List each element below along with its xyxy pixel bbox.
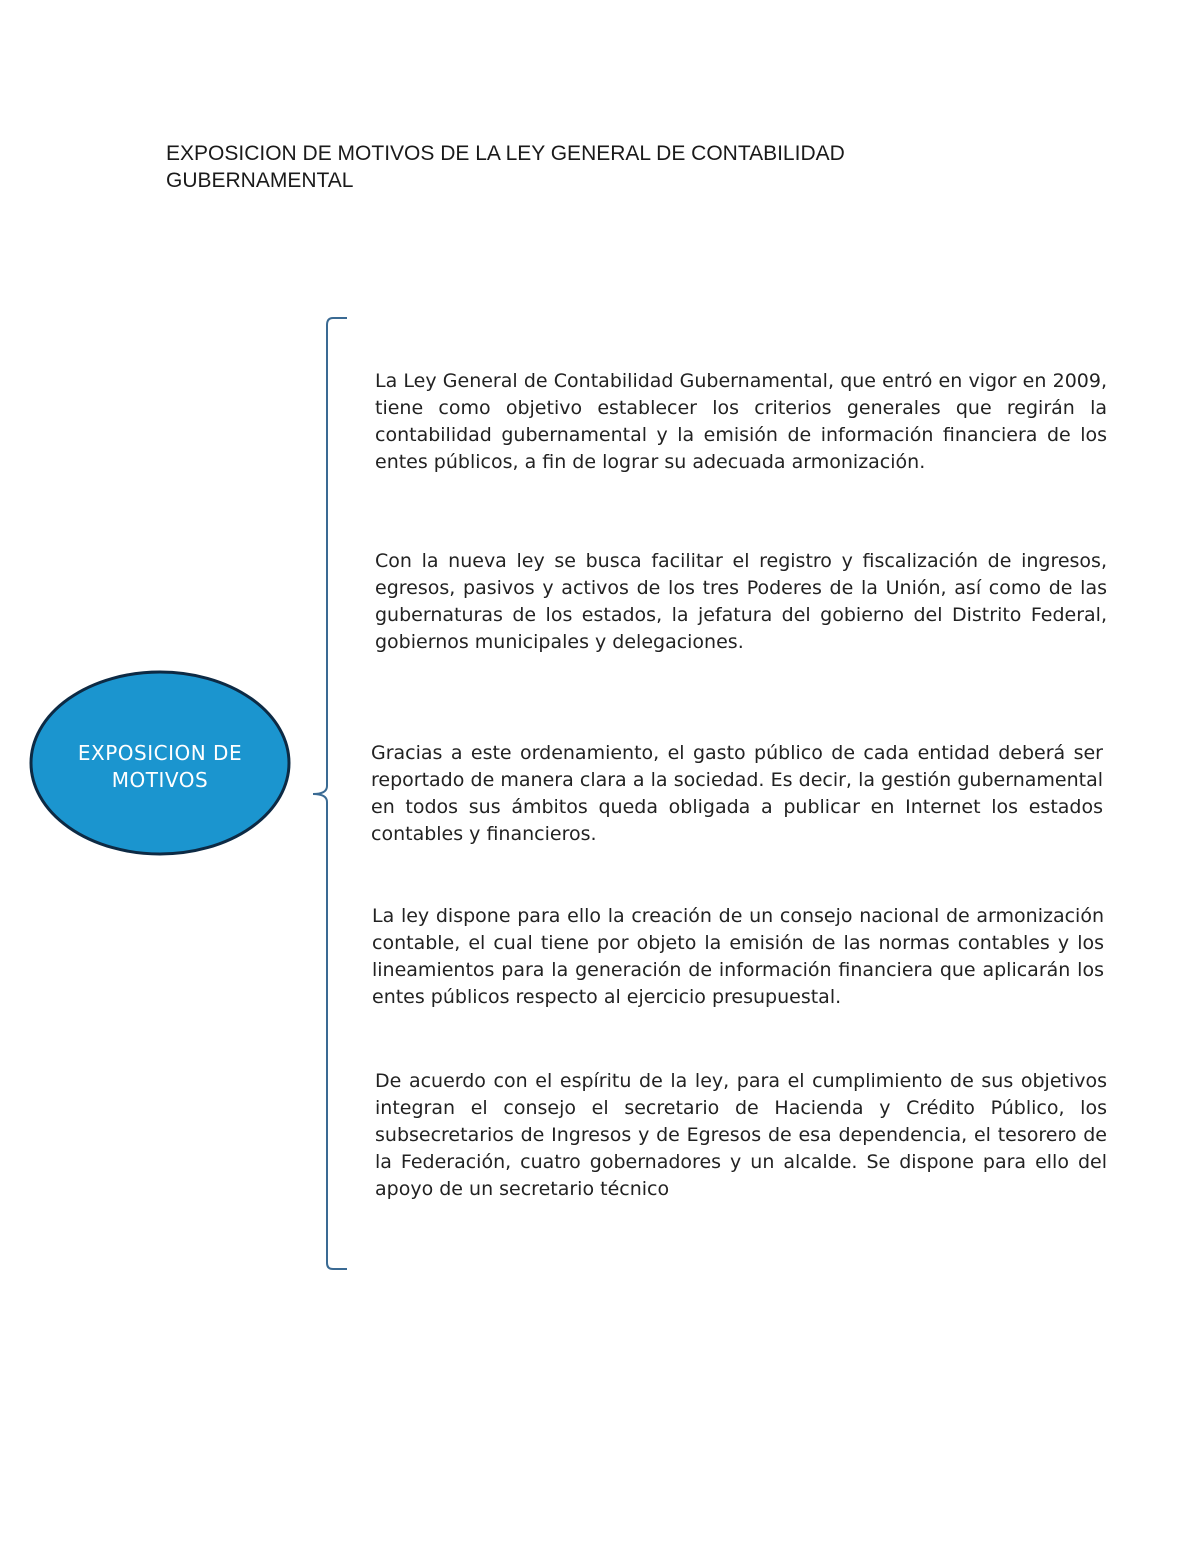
motive-block-fiscalization: Con la nueva ley se busca facilitar el registro y fiscalización de ingresos, egresos, pasivos y activos de los tres Poderes de la Unión, así como de las gubernaturas de los estados, la jefatura del gobierno del Distrito Federal, gobiernos municipales y delegaciones. xyxy=(375,550,1107,653)
central-topic-label: EXPOSICION DE MOTIVOS xyxy=(77,741,243,792)
motive-block-council-members: De acuerdo con el espíritu de la ley, para el cumplimiento de sus objetivos integran el consejo el secretario de Hacienda y Crédito Público, los subsecretarios de Ingresos y de Egresos de esa dependencia, el tesorero de la Federación, cuatro gobernadores y un alcalde. Se dispone para ello del apoyo de un secretario técnico xyxy=(375,1070,1107,1200)
motive-block-national-council: La ley dispone para ello la creación de un consejo nacional de armonización contable, el cual tiene por objeto la emisión de las normas contables y los lineamientos para la generación de información financiera que aplicarán los entes públicos respecto al ejercicio presupuestal. xyxy=(372,905,1104,1008)
page-title: EXPOSICION DE MOTIVOS DE LA LEY GENERAL DE CONTABILIDAD GUBERNAMENTAL xyxy=(166,142,845,192)
motive-block-registration-objective: La Ley General de Contabilidad Gubernamental, que entró en vigor en 2009, tiene como objetivo establecer los criterios generales que regirán la contabilidad gubernamental y la emisión de información financiera de los entes públicos, a fin de lograr su adecuada armonización. xyxy=(375,370,1107,473)
topic-bracket xyxy=(313,318,347,1269)
motive-block-public-spending: Gracias a este ordenamiento, el gasto público de cada entidad deberá ser reportado de manera clara a la sociedad. Es decir, la gestión gubernamental en todos sus ámbitos queda obligada a publicar en Internet los estados contables y financieros. xyxy=(371,742,1103,845)
